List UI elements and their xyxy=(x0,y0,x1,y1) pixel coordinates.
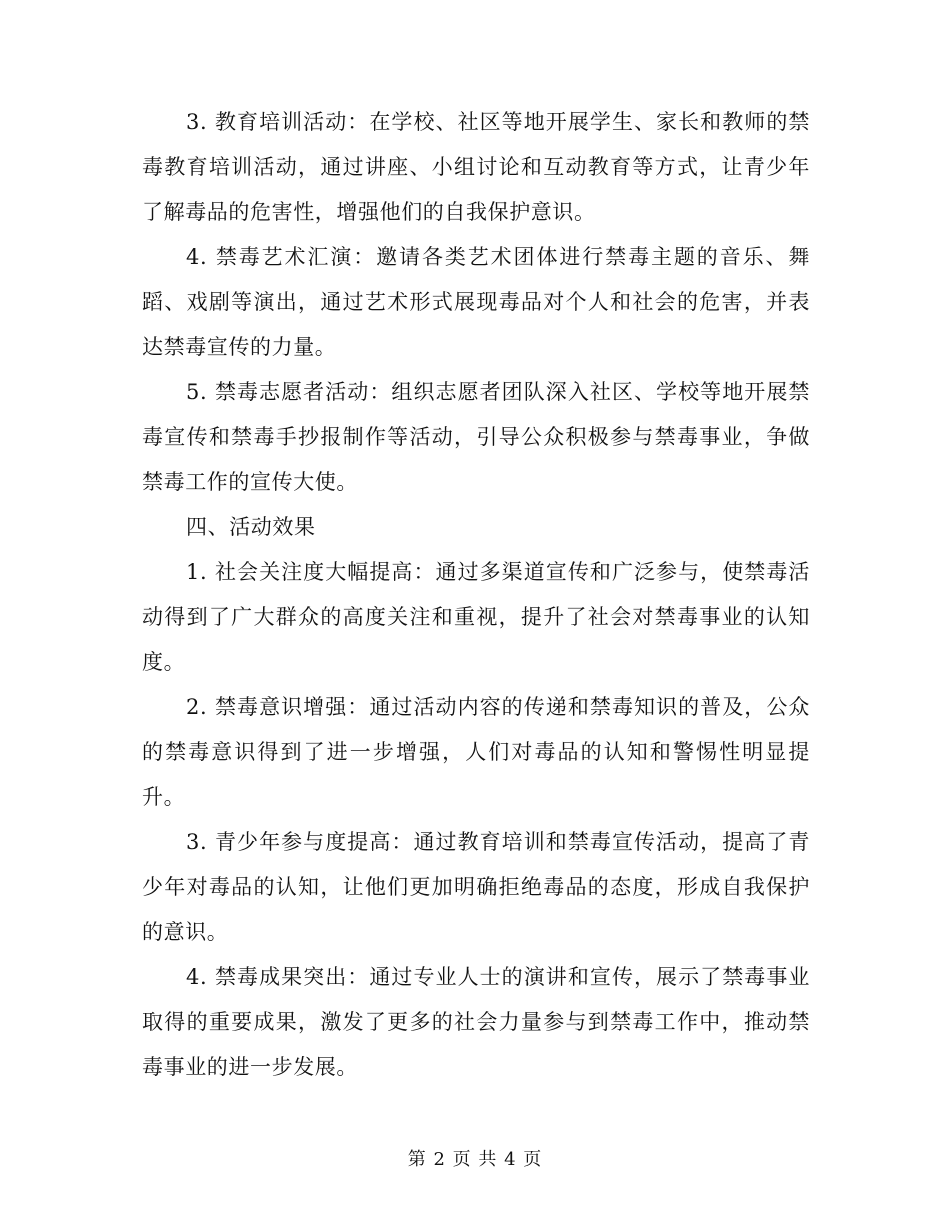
paragraph-effect-youth-participation: 3. 青少年参与度提高：通过教育培训和禁毒宣传活动，提高了青少年对毒品的认知，让他们更加明确拒绝毒品的态度，形成自我保护的意识。 xyxy=(142,830,810,944)
paragraph-volunteer-activity: 5. 禁毒志愿者活动：组织志愿者团队深入社区、学校等地开展禁毒宣传和禁毒手抄报制作等活动，引导公众积极参与禁毒事业，争做禁毒工作的宣传大使。 xyxy=(142,380,810,494)
paragraph-art-performance: 4. 禁毒艺术汇演：邀请各类艺术团体进行禁毒主题的音乐、舞蹈、戏剧等演出，通过艺术形式展现毒品对个人和社会的危害，并表达禁毒宣传的力量。 xyxy=(142,245,810,359)
document-body xyxy=(142,100,810,1090)
paragraph-effect-social-attention: 1. 社会关注度大幅提高：通过多渠道宣传和广泛参与，使禁毒活动得到了广大群众的高度关注和重视，提升了社会对禁毒事业的认知度。 xyxy=(142,560,810,674)
section-heading-effects: 四、活动效果 xyxy=(186,515,316,539)
paragraph-effect-awareness: 2. 禁毒意识增强：通过活动内容的传递和禁毒知识的普及，公众的禁毒意识得到了进一步增强，人们对毒品的认知和警惕性明显提升。 xyxy=(142,695,810,809)
page-number-footer: 第 2 页 共 4 页 xyxy=(407,1149,543,1170)
paragraph-effect-achievements: 4. 禁毒成果突出：通过专业人士的演讲和宣传，展示了禁毒事业取得的重要成果，激发了更多的社会力量参与到禁毒工作中，推动禁毒事业的进一步发展。 xyxy=(142,965,810,1079)
paragraph-education-training: 3. 教育培训活动：在学校、社区等地开展学生、家长和教师的禁毒教育培训活动，通过讲座、小组讨论和互动教育等方式，让青少年了解毒品的危害性，增强他们的自我保护意识。 xyxy=(142,110,810,224)
